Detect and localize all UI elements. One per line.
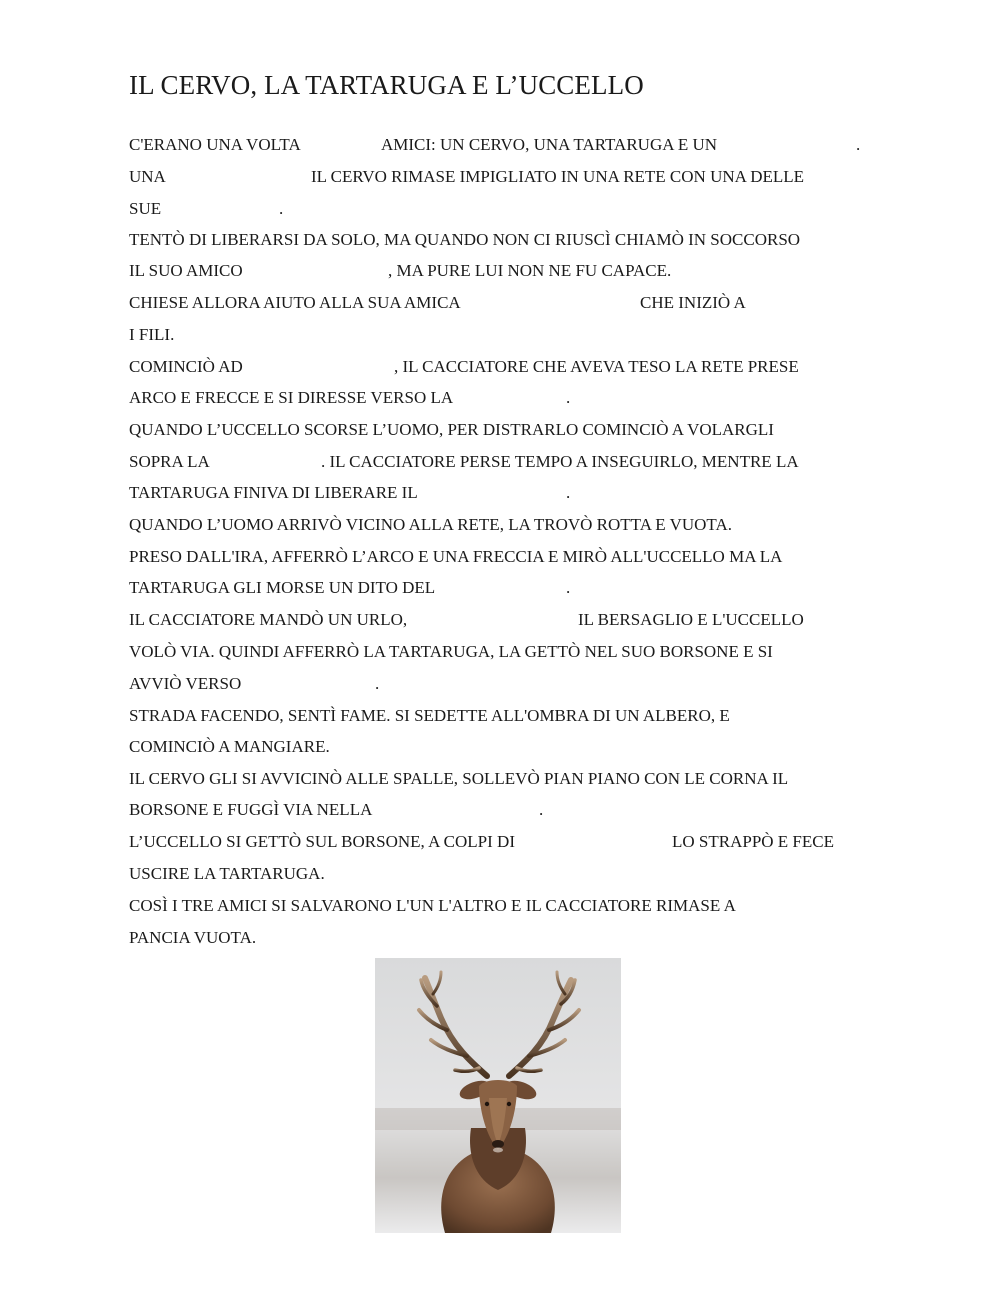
text-segment: . — [279, 199, 284, 218]
text-segment: IL CERVO GLI SI AVVICINÒ ALLE SPALLE, SOLLEVÒ PIAN PIANO CON LE CORNA IL — [129, 769, 789, 788]
blank-gap — [257, 357, 389, 377]
text-segment: IL SUO AMICO — [129, 261, 243, 280]
worksheet-title: IL CERVO, LA TARTARUGA E L’UCCELLO — [129, 70, 644, 100]
blank-gap — [501, 293, 636, 313]
text-segment: , MA PURE LUI NON NE FU CAPACE. — [388, 261, 672, 280]
blank-gap — [761, 293, 856, 313]
blank-gap — [257, 261, 387, 281]
text-segment: CHE INIZIÒ A — [640, 293, 746, 312]
text-segment: L’UCCELLO SI GETTÒ SUL BORSONE, A COLPI DI — [129, 832, 515, 851]
text-segment: TENTÒ DI LIBERARSI DA SOLO, MA QUANDO NON CI RIUSCÌ CHIAMÒ IN SOCCORSO — [129, 230, 801, 249]
text-segment: . — [566, 388, 571, 407]
text-segment: COMINCIÒ A MANGIARE. — [129, 737, 330, 756]
text-segment: QUANDO L’UOMO ARRIVÒ VICINO ALLA RETE, LA TROVÒ ROTTA E VUOTA. — [129, 515, 732, 534]
text-segment: ARCO E FRECCE E SI DIRESSE VERSO LA — [129, 388, 454, 407]
text-segment: COSÌ I TRE AMICI SI SALVARONO L'UN L'ALTRO E IL CACCIATORE RIMASE A — [129, 896, 736, 915]
text-segment: AVVIÒ VERSO — [129, 674, 242, 693]
text-segment: TARTARUGA GLI MORSE UN DITO DEL — [129, 578, 436, 597]
text-segment: BORSONE E FUGGÌ VIA NELLA — [129, 800, 373, 819]
text-segment: VOLÒ VIA. QUINDI AFFERRÒ LA TARTARUGA, LA GETTÒ NEL SUO BORSONE E SI — [129, 642, 773, 661]
text-segment: . — [856, 135, 861, 154]
text-segment: USCIRE LA TARTARUGA. — [129, 864, 325, 883]
blank-gap — [324, 135, 376, 155]
text-segment: PRESO DALL'IRA, AFFERRÒ L’ARCO E UNA FRECCIA E MIRÒ ALL'UCCELLO MA LA — [129, 547, 783, 566]
text-segment: . — [566, 483, 571, 502]
text-segment: IL BERSAGLIO E L'UCCELLO — [578, 610, 804, 629]
text-segment: IL CACCIATORE MANDÒ UN URLO, — [129, 610, 408, 629]
text-segment: UNA — [129, 167, 166, 186]
text-segment: . IL CACCIATORE PERSE TEMPO A INSEGUIRLO, MENTRE LA — [321, 452, 799, 471]
text-segment: I FILI. — [129, 325, 175, 344]
blank-gap — [557, 832, 667, 852]
blank-gap — [759, 135, 854, 155]
text-segment: . — [566, 578, 571, 597]
blank-gap — [174, 167, 304, 187]
blank-gap — [439, 610, 574, 630]
blank-gap — [482, 388, 564, 408]
text-segment: STRADA FACENDO, SENTÌ FAME. SI SEDETTE ALL'OMBRA DI UN ALBERO, E — [129, 706, 730, 725]
text-segment: COMINCIÒ AD — [129, 357, 243, 376]
text-segment: SOPRA LA — [129, 452, 210, 471]
text-segment: . — [539, 800, 544, 819]
blank-gap — [471, 578, 563, 598]
text-segment: C'ERANO UNA VOLTA — [129, 135, 301, 154]
blank-gap — [169, 199, 277, 219]
text-segment: PANCIA VUOTA. — [129, 928, 257, 947]
blank-gap — [259, 674, 374, 694]
blank-gap — [222, 452, 315, 472]
text-segment: CHIESE ALLORA AIUTO ALLA SUA AMICA — [129, 293, 461, 312]
text-segment: SUE — [129, 199, 162, 218]
text-segment: . — [375, 674, 380, 693]
text-segment: AMICI: UN CERVO, UNA TARTARUGA E UN — [381, 135, 718, 154]
blank-gap — [454, 483, 564, 503]
text-segment: IL CERVO RIMASE IMPIGLIATO IN UNA RETE CON UNA DELLE — [311, 167, 805, 186]
text-segment: TARTARUGA FINIVA DI LIBERARE IL — [129, 483, 418, 502]
blank-gap — [401, 800, 536, 820]
text-segment: QUANDO L’UCCELLO SCORSE L’UOMO, PER DISTRARLO COMINCIÒ A VOLARGLI — [129, 420, 774, 439]
deer-photo — [375, 958, 621, 1233]
text-segment: , IL CACCIATORE CHE AVEVA TESO LA RETE PRESE — [394, 357, 799, 376]
text-segment: LO STRAPPÒ E FECE — [672, 832, 834, 851]
